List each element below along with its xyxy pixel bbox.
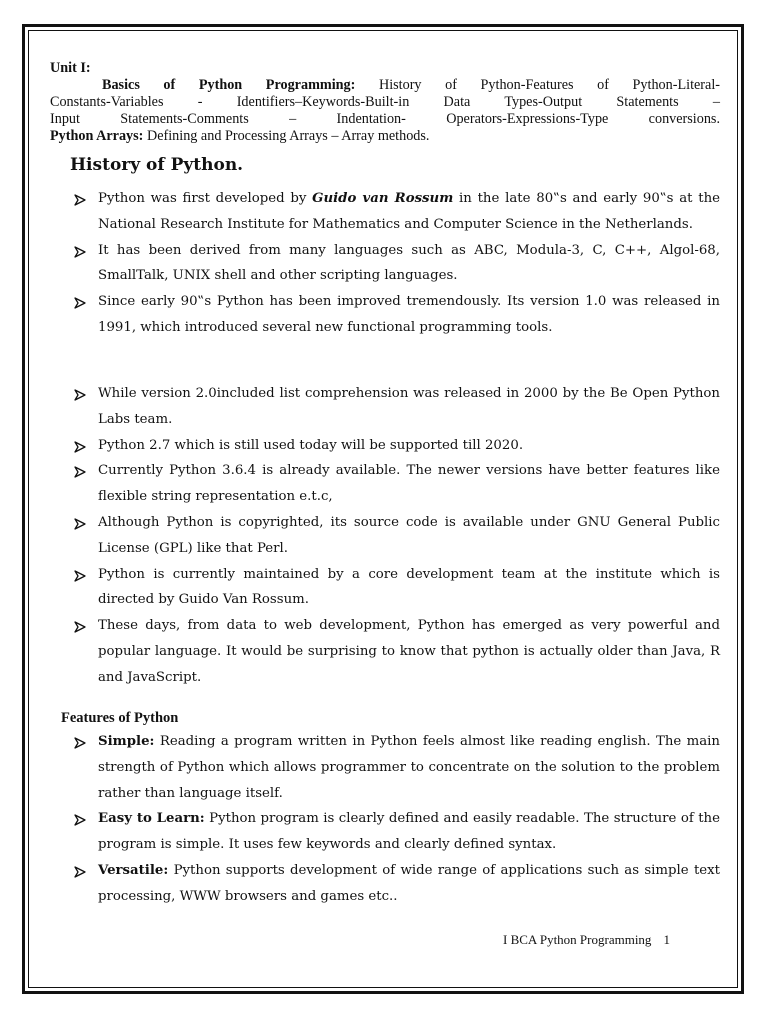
feature-term: Simple: [98,734,155,749]
list-item: Easy to Learn: Python program is clearly defined and easily readable. The structure of the program is simple. It uses few keywords and clearly defined syntax. [74,806,720,858]
history-bullet-list-a [74,186,720,341]
unit-label: Unit I: [50,60,91,76]
syllabus-line [50,77,720,94]
history-bullet-list-b [74,381,720,691]
syllabus-line [50,111,720,128]
syllabus-line [50,94,720,111]
list-item: Although Python is copyrighted, its source code is available under GNU General Public License (GPL) like that Perl. [74,510,720,562]
author-name: Guido van Rossum [312,191,454,206]
syllabus-text: Constants-Variables - Identifiers–Keywords-Built-in Data Types-Output Statements – [50,94,720,110]
history-heading: History of Python. [70,155,244,175]
syllabus-line [50,128,720,145]
page-footer [503,932,670,948]
feature-term: Easy to Learn: [98,811,205,827]
list-item: While version 2.0included list comprehension was released in 2000 by the Be Open Python Labs team. [74,381,720,433]
unit-syllabus [50,60,720,145]
footer-course: I BCA Python Programming [503,932,652,947]
syllabus-topic-title: Python Arrays: [50,128,144,144]
page-number: 1 [663,932,670,947]
list-item: Python was first developed by Guido van Rossum in the late 80‟s and early 90‟s at the National Research Institute for Mathematics and Computer Science in the Netherlands. [74,186,720,238]
list-item: Currently Python 3.6.4 is already available. The newer versions have better features like flexible string representation e.t.c, [74,458,720,510]
feature-term: Versatile: [98,862,169,878]
list-item: Since early 90‟s Python has been improved tremendously. Its version 1.0 was released in 1991, which introduced several new functional programming tools. [74,289,720,341]
list-item: Python is currently maintained by a core development team at the institute which is directed by Guido Van Rossum. [74,562,720,614]
list-item: These days, from data to web development, Python has emerged as very powerful and popular language. It would be surprising to know that python is actually older than Java, R and JavaScript. [74,613,720,690]
list-item: It has been derived from many languages such as ABC, Modula-3, C, C++, Algol-68, SmallTalk, UNIX shell and other scripting languages. [74,238,720,290]
syllabus-topic-title: Basics of Python Programming: [102,77,356,93]
features-bullet-list [74,729,720,910]
features-heading: Features of Python [61,710,179,726]
syllabus-text: Defining and Processing Arrays – Array methods. [143,128,430,144]
syllabus-text: History of Python-Features of Python-Literal- [355,77,720,93]
list-item: Simple: Reading a program written in Python feels almost like reading english. The main strength of Python which allows programmer to concentrate on the solution to the problem rather than language itself. [74,729,720,806]
syllabus-text: Input Statements-Comments – Indentation- Operators-Expressions-Type conversions. [50,111,720,127]
list-item: Python 2.7 which is still used today will be supported till 2020. [74,433,720,459]
list-item: Versatile: Python supports development of wide range of applications such as simple text processing, WWW browsers and games etc.. [74,858,720,910]
